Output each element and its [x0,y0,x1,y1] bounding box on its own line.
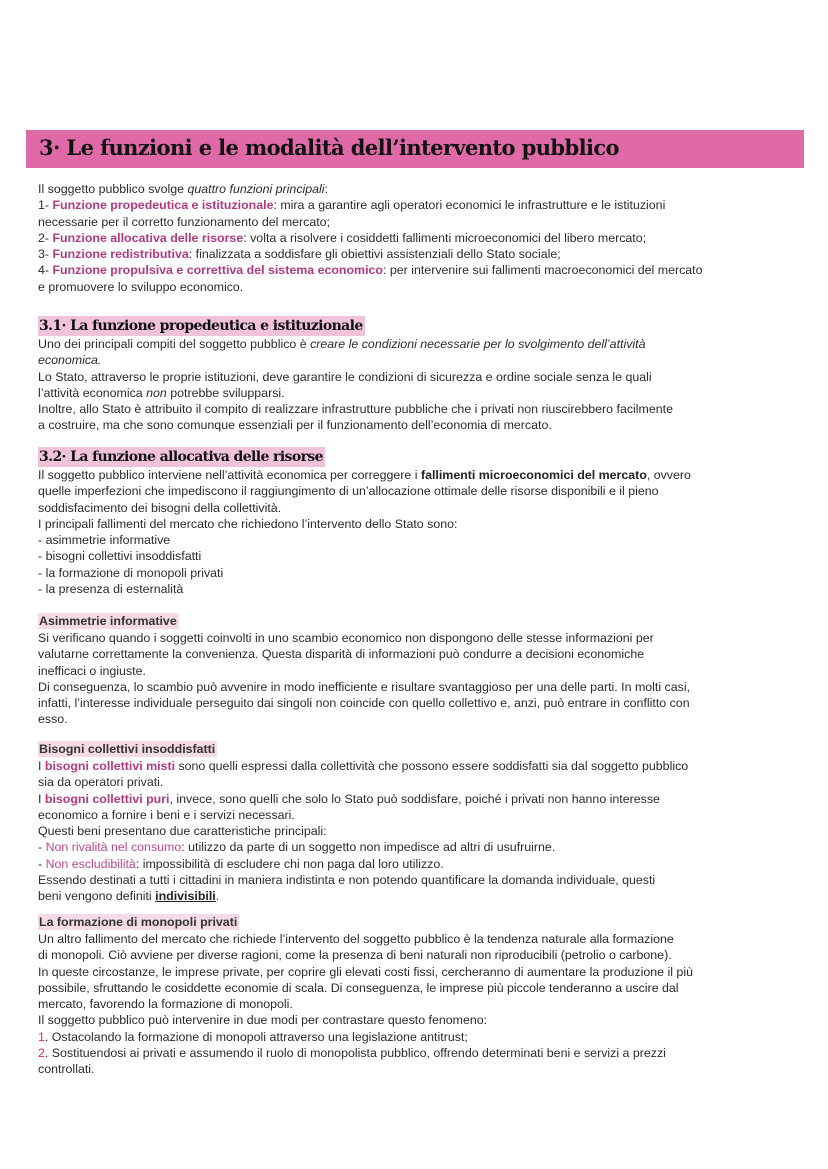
text: valutarne correttamente la convenienza. Questa disparità di informazioni può condurre a decisioni economiche [38,647,645,662]
text: necessarie per il corretto funzionamento del mercato; [38,214,331,229]
text: Essendo destinati a tutti i cittadini in maniera indistinta e non potendo quantificare la domanda individuale, questi [38,873,656,888]
italic-text: creare le condizioni necessarie per lo svolgimento dell’attività [310,337,646,351]
text-line [38,352,798,368]
text: economico a fornire i beni e i servizi necessari. [38,807,295,822]
text: beni vengono definiti [38,889,156,904]
text-line [38,856,798,872]
list-number: 2 [38,1046,45,1061]
text: Lo Stato, attraverso le proprie istituzioni, deve garantire le condizioni di sicurezza e ordine sociale senza le quali [38,369,652,384]
text-line [38,401,798,417]
section-bisogni [38,740,798,905]
text-line [38,548,798,564]
text-line [38,1061,798,1077]
text: sia da operatori privati. [38,775,164,790]
text-line [38,695,798,711]
text-line [38,1029,798,1045]
text-line [38,931,798,947]
text-line [38,197,798,213]
text-line [38,1012,798,1028]
text-line [38,980,798,996]
text: 1- [38,198,53,213]
text: : per intervenire sui fallimenti macroeconomici del mercato [382,263,703,278]
text: I [38,759,45,773]
text-line [38,888,798,904]
text-line [38,385,798,401]
text-line [38,646,798,662]
italic-text: economica. [38,353,102,368]
text-line [38,663,798,679]
key-term: Funzione allocativa delle risorse [52,230,244,245]
text: 3- [38,247,53,262]
key-term: Funzione redistributiva [52,247,189,262]
text: . Ostacolando la formazione di monopoli attraverso una legislazione antitrust; [44,1029,468,1044]
text-line [38,417,798,433]
text-line [38,262,798,278]
feature-term: Non rivalità nel consumo [45,840,182,855]
key-term: Funzione propedeutica e istituzionale [52,198,274,213]
text: I principali fallimenti del mercato che richiedono l’intervento dello Stato sono: [38,516,458,531]
text: 4- [38,263,53,278]
text: I [38,791,45,806]
text-line [38,230,798,246]
text-line [38,369,798,385]
text: soddisfacimento dei bisogni della collettività. [38,500,282,515]
subsection-heading: Asimmetrie informative [39,614,177,628]
text: - [38,856,46,871]
text: , invece, sono quelli che solo lo Stato può soddisfare, poiché i privati non hanno interesse [169,791,660,806]
text: quelle imperfezioni che impediscono il raggiungimento di un’allocazione ottimale delle risorse disponibili e il pieno [38,484,659,499]
text-line [38,711,798,727]
text: controllati. [38,1062,95,1077]
text-line [38,872,798,888]
text: possibile, sfruttando le cosiddette economie di scala. Di conseguenza, le imprese più piccole tenderanno a uscire dal [38,980,679,995]
section-monopoli [38,913,798,1078]
text: esso. [38,712,68,727]
underlined-term: indivisibili [155,889,216,904]
feature-term: Non escludibilità [45,856,136,871]
text: Di conseguenza, lo scambio può avvenire in modo inefficiente e risultare svantaggioso per una delle parti. In molti casi, [38,679,691,694]
text: : mira a garantire agli operatori economici le infrastrutture e le istituzioni [273,198,666,213]
text-line [38,679,798,695]
text: Il soggetto pubblico svolge [38,182,188,196]
bold-text: fallimenti microeconomici del mercato [420,468,647,482]
section-heading: 3.2· La funzione allocativa delle risorse [39,449,323,465]
chapter-title-bar [26,130,804,168]
key-term: Funzione propulsiva e correttiva del sistema economico [52,263,383,278]
text-line [38,964,798,980]
text-line [38,791,798,807]
text-line [38,532,798,548]
text-line [38,467,798,483]
text: : finalizzata a soddisfare gli obiettivi assistenziali dello Stato sociale; [188,247,561,262]
section-asimmetrie [38,612,798,728]
text: Uno dei principali compiti del soggetto pubblico è [38,337,311,351]
text: : impossibilità di escludere chi non paga dal loro utilizzo. [135,856,444,871]
text-line [38,823,798,839]
text-line [38,807,798,823]
text: - asimmetrie informative [38,533,171,548]
text: : utilizzo da parte di un soggetto non impedisce ad altri di usufruirne. [181,840,556,855]
chapter-title: 3· Le funzioni e le modalità dell’intervento pubblico [39,135,619,160]
text-line [38,214,798,230]
text: a costruire, ma che sono comunque essenziali per il funzionamento dell’economia di mercato. [38,418,552,433]
section-s31 [38,316,798,434]
text: . Sostituendosi ai privati e assumendo il ruolo di monopolista pubblico, offrendo determinati beni e servizi a prezzi [44,1046,666,1061]
text-line [38,246,798,262]
text: . [215,889,220,904]
text: - la formazione di monopoli privati [38,565,224,580]
text: infatti, l’interesse individuale perseguito dai singoli non coincide con quello collettivo e, anzi, può entrare in conflitto con [38,696,690,711]
list-number: 1 [38,1029,45,1044]
text: - bisogni collettivi insoddisfatti [38,549,202,564]
key-term: bisogni collettivi puri [44,791,170,806]
text: : [324,182,329,196]
key-term: bisogni collettivi misti [44,759,176,773]
subsection-heading: La formazione di monopoli privati [39,915,238,929]
subsection-heading: Bisogni collettivi insoddisfatti [39,742,216,756]
text: sono quelli espressi dalla collettività che possono essere soddisfatti sia dal soggetto pubblico [175,759,689,773]
text: , ovvero [646,468,691,482]
text-line [38,630,798,646]
text: Il soggetto pubblico interviene nell’attività economica per correggere i [38,468,421,482]
section-heading: 3.1· La funzione propedeutica e istituzionale [39,318,363,334]
text: mercato, favorendo la formazione di monopoli. [38,997,293,1012]
text-line [38,181,798,197]
text-line [38,1045,798,1061]
text-line [38,996,798,1012]
section-intro [38,181,798,295]
text: di monopoli. Ciò avviene per diverse ragioni, come la presenza di beni naturali non riproducibili (petrolio o carbone). [38,948,672,963]
text: Il soggetto pubblico può intervenire in due modi per contrastare questo fenomeno: [38,1013,488,1028]
section-s32 [38,447,798,597]
text-line [38,565,798,581]
text: In queste circostanze, le imprese private, per coprire gli elevati costi fissi, cercheranno di aumentare la produzione il più [38,964,693,979]
text: l’attività economica [38,385,147,400]
text: e promuovere lo sviluppo economico. [38,279,244,294]
text-line [38,758,798,774]
text-line [38,336,798,352]
text-line [38,774,798,790]
italic-text: non [146,385,167,400]
text: Questi beni presentano due caratteristiche principali: [38,824,327,839]
text-line [38,947,798,963]
italic-text: quattro funzioni principali [187,182,325,196]
text: inefficaci o ingiuste. [38,663,146,678]
text-line [38,279,798,295]
text: - la presenza di esternalità [38,582,184,597]
text: : volta a risolvere i cosiddetti fallimenti microeconomici del libero mercato; [243,230,647,245]
text: potrebbe svilupparsi. [166,385,285,400]
text-line [38,500,798,516]
text: 2- [38,230,53,245]
text: - [38,840,46,855]
text-line [38,483,798,499]
text-line [38,516,798,532]
text-line [38,839,798,855]
text-line [38,581,798,597]
text: Un altro fallimento del mercato che richiede l’intervento del soggetto pubblico è la tendenza naturale alla formazione [38,932,674,946]
text: Si verificano quando i soggetti coinvolti in uno scambio economico non dispongono delle stesse informazioni per [38,631,654,645]
text: Inoltre, allo Stato è attribuito il compito di realizzare infrastrutture pubbliche che i privati non riuscirebbero facilmente [38,402,673,417]
